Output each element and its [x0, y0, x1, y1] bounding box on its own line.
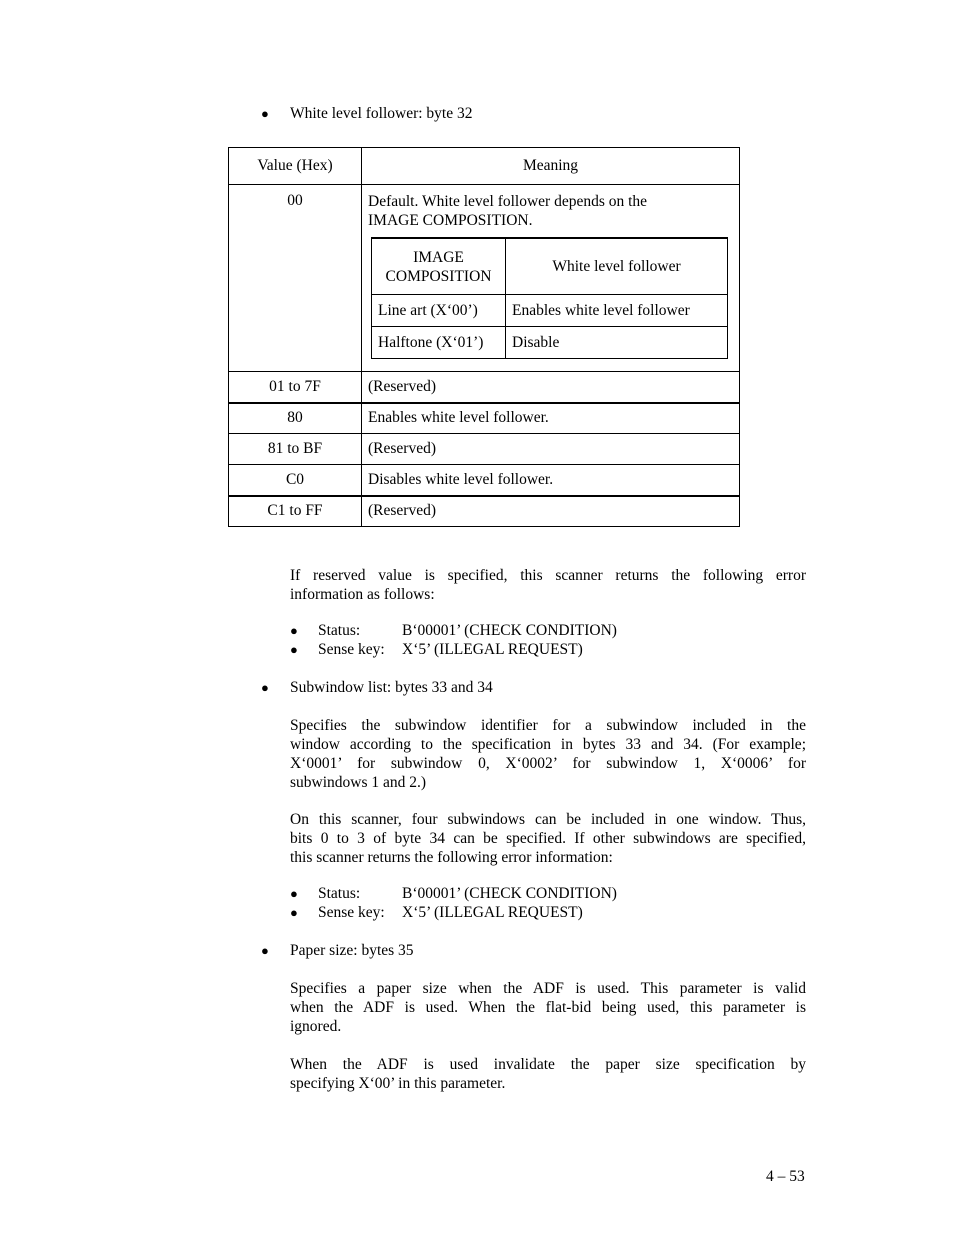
- table-header-row: [229, 148, 740, 185]
- image-composition-table: [371, 237, 728, 359]
- status-value: B‘00001’ (CHECK CONDITION): [402, 622, 617, 639]
- paper-paragraph-2: [290, 1055, 806, 1093]
- wlf-table: [228, 147, 740, 527]
- subwindow-paragraph-2: [290, 810, 806, 867]
- row-meaning: Enables white level follower.: [362, 403, 740, 434]
- paper-heading: Paper size: bytes 35: [290, 942, 414, 959]
- table-row: [229, 496, 740, 527]
- paragraph-line: X‘0001’ for subwindow 0, X‘0002’ for subwindow 1, X‘0006’ for: [290, 755, 806, 772]
- row-value: 80: [229, 403, 362, 434]
- paragraph-line: information as follows:: [290, 586, 435, 603]
- inner-cell: Disable: [506, 327, 728, 359]
- bullet-icon: ●: [290, 886, 298, 901]
- status-label: Status:: [318, 885, 361, 902]
- table-row: [229, 465, 740, 496]
- bullet-icon: ●: [290, 642, 298, 657]
- row-meaning: (Reserved): [362, 372, 740, 403]
- row-value: C1 to FF: [229, 496, 362, 527]
- row-value: 00: [229, 185, 362, 372]
- sense-value: X‘5’ (ILLEGAL REQUEST): [402, 641, 583, 658]
- sense-value: X‘5’ (ILLEGAL REQUEST): [402, 904, 583, 921]
- paragraph-line: ignored.: [290, 1018, 342, 1035]
- paragraph-line: On this scanner, four subwindows can be included in one window. Thus,: [290, 811, 806, 828]
- row-meaning: (Reserved): [362, 434, 740, 465]
- reserved-paragraph: [290, 566, 806, 604]
- meaning-line: IMAGE COMPOSITION.: [368, 212, 533, 229]
- paragraph-line: bits 0 to 3 of byte 34 can be specified. If other subwindows are specified,: [290, 830, 806, 847]
- inner-row: [372, 295, 728, 327]
- table-row: [229, 434, 740, 465]
- row-meaning: (Reserved): [362, 496, 740, 527]
- bullet-icon: ●: [261, 943, 269, 958]
- table-row: [229, 185, 740, 372]
- table-row: [229, 372, 740, 403]
- row-value: 81 to BF: [229, 434, 362, 465]
- inner-header-row: [372, 238, 728, 295]
- status-label: Status:: [318, 622, 361, 639]
- sense-label: Sense key:: [318, 904, 385, 921]
- paragraph-line: Specifies the subwindow identifier for a subwindow included in the: [290, 717, 806, 734]
- row-value: 01 to 7F: [229, 372, 362, 403]
- inner-col1-header: [372, 238, 506, 295]
- paragraph-line: specifying X‘00’ in this parameter.: [290, 1075, 506, 1092]
- paragraph-line: when the ADF is used. When the flat-bid being used, this parameter is: [290, 999, 806, 1016]
- row-value: C0: [229, 465, 362, 496]
- paragraph-line: When the ADF is used invalidate the paper size specification by: [290, 1056, 806, 1073]
- inner-col2-header: White level follower: [506, 238, 728, 295]
- bullet-icon: ●: [261, 106, 269, 121]
- sense-label: Sense key:: [318, 641, 385, 658]
- row-meaning: Disables white level follower.: [362, 465, 740, 496]
- subwindow-heading: Subwindow list: bytes 33 and 34: [290, 679, 493, 696]
- bullet-icon: ●: [290, 905, 298, 920]
- subwindow-paragraph-1: [290, 716, 806, 792]
- paragraph-line: window according to the specification in bytes 33 and 34. (For example;: [290, 736, 806, 753]
- table-row: [229, 403, 740, 434]
- page-number: 4 – 53: [766, 1168, 805, 1185]
- col-value-header: Value (Hex): [229, 148, 362, 185]
- col-meaning-header: Meaning: [362, 148, 740, 185]
- paragraph-line: subwindows 1 and 2.): [290, 774, 427, 791]
- status-value: B‘00001’ (CHECK CONDITION): [402, 885, 617, 902]
- inner-header-text: IMAGE: [413, 248, 464, 266]
- inner-row: [372, 327, 728, 359]
- inner-header-text: COMPOSITION: [385, 267, 492, 285]
- inner-cell: Enables white level follower: [506, 295, 728, 327]
- paragraph-line: Specifies a paper size when the ADF is used. This parameter is valid: [290, 980, 806, 997]
- paragraph-line: this scanner returns the following error information:: [290, 849, 613, 866]
- meaning-line: Default. White level follower depends on the: [368, 193, 648, 210]
- row-meaning: [362, 185, 740, 372]
- bullet-icon: ●: [290, 623, 298, 638]
- bullet-icon: ●: [261, 680, 269, 695]
- paper-paragraph-1: [290, 979, 806, 1036]
- wlf-heading: White level follower: byte 32: [290, 105, 473, 122]
- paragraph-line: If reserved value is specified, this scanner returns the following error: [290, 567, 806, 584]
- inner-cell: Line art (X‘00’): [372, 295, 506, 327]
- inner-cell: Halftone (X‘01’): [372, 327, 506, 359]
